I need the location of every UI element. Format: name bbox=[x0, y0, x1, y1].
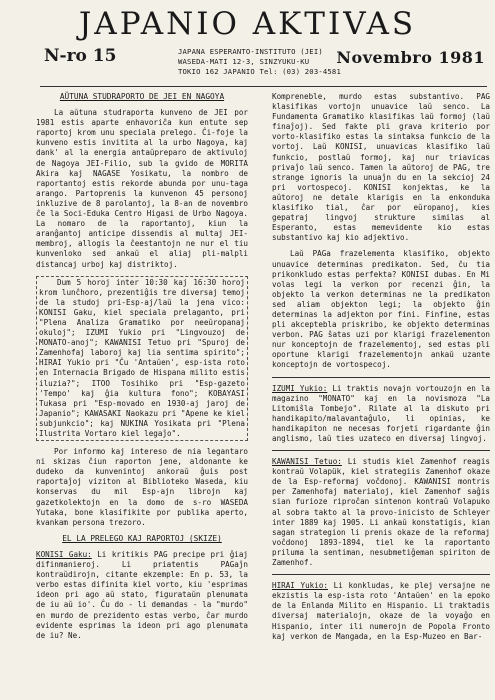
section-divider bbox=[272, 377, 490, 378]
right-column bbox=[272, 92, 490, 648]
report-paragraph bbox=[272, 457, 490, 568]
report-text: Li konkludas, ke plej versajne ne ekzistis la esp-ista roto 'Antaŭen' en la epoko de la Enlanda Milito en Hispanio. Li traktadis diversaj materialojn, okaze de la voyaĝo en Hispanio, inter ili numerojn de Popola Fronto kaj verkon de Mangada, en la Esp-Muzeo en Bar- bbox=[272, 581, 490, 641]
article-heading: AŬTUNA STUDRAPORTO DE JEI EN NAGOYA bbox=[59, 92, 225, 101]
institute-line: WASEDA-MATI 12-3, SINZYUKU-KU bbox=[178, 57, 310, 66]
report-paragraph: Kompreneble, murdo estas substantivo. PAG klasifikas vortojn unuavice laŭ senco. La Fundamenta Gramatiko klasifikas laŭ formoj (laŭ finaĵoj). Sed fakte pli grava kriterio por vorto-klasifiko estas la sintaksa funkcio de la vortoj. Laŭ KONISI, unuavicas klasifiko laŭ funkcio, postlaŭ formoj, kaj nur triavicas privaĵo laŭ senco. Tamen la aŭtoroj de PAG, tre strange ignoris la unuaĵn du en la sekcioj 24 pri vortospecoj. KONISI konjektas, ke la aŭtoroj ne detale klarigis en la enkonduka klasifiko tial, ĉar por eŭropanoj, kies gepatraj lingvoj strukture similas al Esperanto, estas memevidente kio estas substantivo kaj kio adjektivo. bbox=[272, 92, 490, 243]
report-text: Li studis kiel Zamenhof reagis kontraŭ Volapük, kiel strategiis Zamenhof okaze de la Esp-reformaj voĉdonoj. KAWANISI montris per Zamenhofaj materialoj, kiel Zamenhof saĝis sian furioze riproĉan sintenon kontraŭ Volapuko al sobra takto al la provo-inicisto de Schleyer inter 1889 kaj 1905. Li ankaŭ konstatigis, kian sagan strategion li prenis okaze de la reformaj voĉdonoj 1893-1894, tiel ke la raportanto priluma la sentiman, nesubmetiĝeman spiriton de Zamenhof. bbox=[272, 457, 490, 568]
header-rule bbox=[40, 86, 487, 87]
masthead-title: JAPANIO AKTIVAS bbox=[78, 6, 417, 42]
institute-line: JAPANA ESPERANTO-INSTITUTO (JEI) bbox=[178, 47, 323, 56]
report-paragraph bbox=[272, 581, 490, 642]
section-divider bbox=[272, 450, 490, 451]
speaker-name: HIRAI Yukio: bbox=[272, 581, 328, 591]
institute-line: TOKIO 162 JAPANIO Tel: (03) 203-4581 bbox=[178, 67, 341, 76]
section-subheading: EL LA PRELEGO KAJ RAPORTOJ (SKIZE) bbox=[62, 533, 222, 543]
report-text: Li kritikis PAG precipe pri ĝiaj difinmanieroj. Li priatentis PAGaĵn kontraŭdirojn, citante ekzemple: En p. 53, la verbo estas difinita kiel vorto, kiu 'esprimas ideon pri ago aŭ stato, figurataŭn plenumata de iu aŭ io'. Ĉu do - li demandas - la "murdo" en murdo de prezidento estas verbo, ĉar murdo evidente esprimas la ideon pri ago plenumata de iu? Ne. bbox=[36, 549, 248, 640]
speaker-name: KONISI Gaku: bbox=[36, 549, 92, 559]
article-paragraph: Por informo kaj intereso de nia legantaro ni skizas ĉiun raporton jene, aldonante ke dudeko da kunvenintoj ankoraŭ ĝuis post raportaĵoj viziton al Biblioteko Waseda, kiu konservas du mil Esp-ajn librojn kaj gazetkolektojn en la domo de s-ro WASEDA Yutaka, bone klasifikite por publika aperto, kvankam persona trezoro. bbox=[36, 447, 248, 527]
article-paragraph: La aŭtuna studraporta kunveno de JEI por 1981 estis aparte enhavoriĉa kun entute sep raportoj krom unu speciala prelego. Ĉi-foje la kunveno estis invitita al la urbo Nagoya, kaj dank' al la energia antaŭpreparo de aktivuloj de Nagoya JEI-Filio, sub la gvido de MORITA Akira kaj NAGASE Yosikatu, la nombro de raportantoj estis rekorde abunda por unu-taga arango. Partoprenis la kunvenon 45 personoj inkluzive de 8 parolantoj, la 8-an de novembro ĉe la Soci-Eduka Centro Higasi de Urbo Nagoya. La nomaro de la raportantoj, kiun la aranĝantoj anticipe dissendis al multaj JEI-membroj, allogis la ĉeestantojn ne nur el tiu kunvenloko sed ankaŭ el aliaj pli-malpli distancaj urboj kaj distriktoj. bbox=[36, 108, 248, 269]
speaker-name: KAWANISI Tetuo: bbox=[272, 457, 342, 467]
institute-address bbox=[178, 47, 341, 77]
report-paragraph bbox=[272, 384, 490, 445]
section-divider bbox=[272, 574, 490, 575]
report-text: Li traktis novajn vortouzojn en la magazino "MONATO" kaj en la novismoza "La Litomiŝla Tombejo". Rilate al la diskuto pri handikapito/malavantaĝulo, li opinias, ke handikapiton ne necesas forjeti rigardante ĝin anglismo, laŭ ties uzateco en diversaj lingvoj. bbox=[272, 383, 490, 443]
left-column bbox=[36, 92, 248, 647]
issue-number: N-ro 15 bbox=[44, 46, 117, 66]
speaker-name: IZUMI Yukio: bbox=[272, 383, 328, 393]
report-paragraph: Laŭ PAGa frazelementa klasifiko, objekto unuavice determinas predikaton. Sed, ĉu tia prikonkludo estas perfekta? KONISI dubas. En Mi volas legi la verkon por recenzi ĝin, la objekto la verkon determinas ne la predikaton sed aliam objekton legi; la objekto ĝin determinas la adjekton por fini. Finfine, estas pli akceptebla priskribo, ke objekto determinas verbon. PAG ŝatas uzi por klarigi frazelementon nur konceptojn de frazelementoj, sed estas pli oportune klarigi frazelementojn ankaŭ uzante konceptojn de vortospecoj. bbox=[272, 249, 490, 370]
report-paragraph bbox=[36, 550, 248, 641]
issue-date: Novembro 1981 bbox=[336, 48, 485, 67]
article-paragraph: Dum 5 horoj inter 10:30 kaj 16:30 horoj krom lunĉhoro, prezentiĝis tre diversaj temoj de la studoj pri-Esp-aj/laŭ la jena vico: KONISI Gaku, kiel speciala prelaganto, pri "Plena Analiza Gramatiko por neeŭropanaj okuloj"; IZUMI Yukio pri "Lingvouzoj de MONATO-anoj"; KAWANISI Tetuo pri "Spuroj de Zamenhofaj laboroj kaj lia sentima spirito"; HIRAI Yukio pri "Ĉu 'Antaŭen', esp-ista roto en Internacia Brigado de Hispana milito estis iluzia?"; ITOO Tosihiko pri "Esp-gazeto 'Tempo' kaj ĝia kultura fono"; KOBAYASI Tukasa pri "Esp-movado en 1930-aj jaroj de Japanio"; KAWASAKI Naokazu pri "Apene ke kiel subjunkcio"; kaj NUKINA Yosikata pri "Plena Ilustrita Vortaro kiel legaĵo". bbox=[36, 276, 248, 442]
